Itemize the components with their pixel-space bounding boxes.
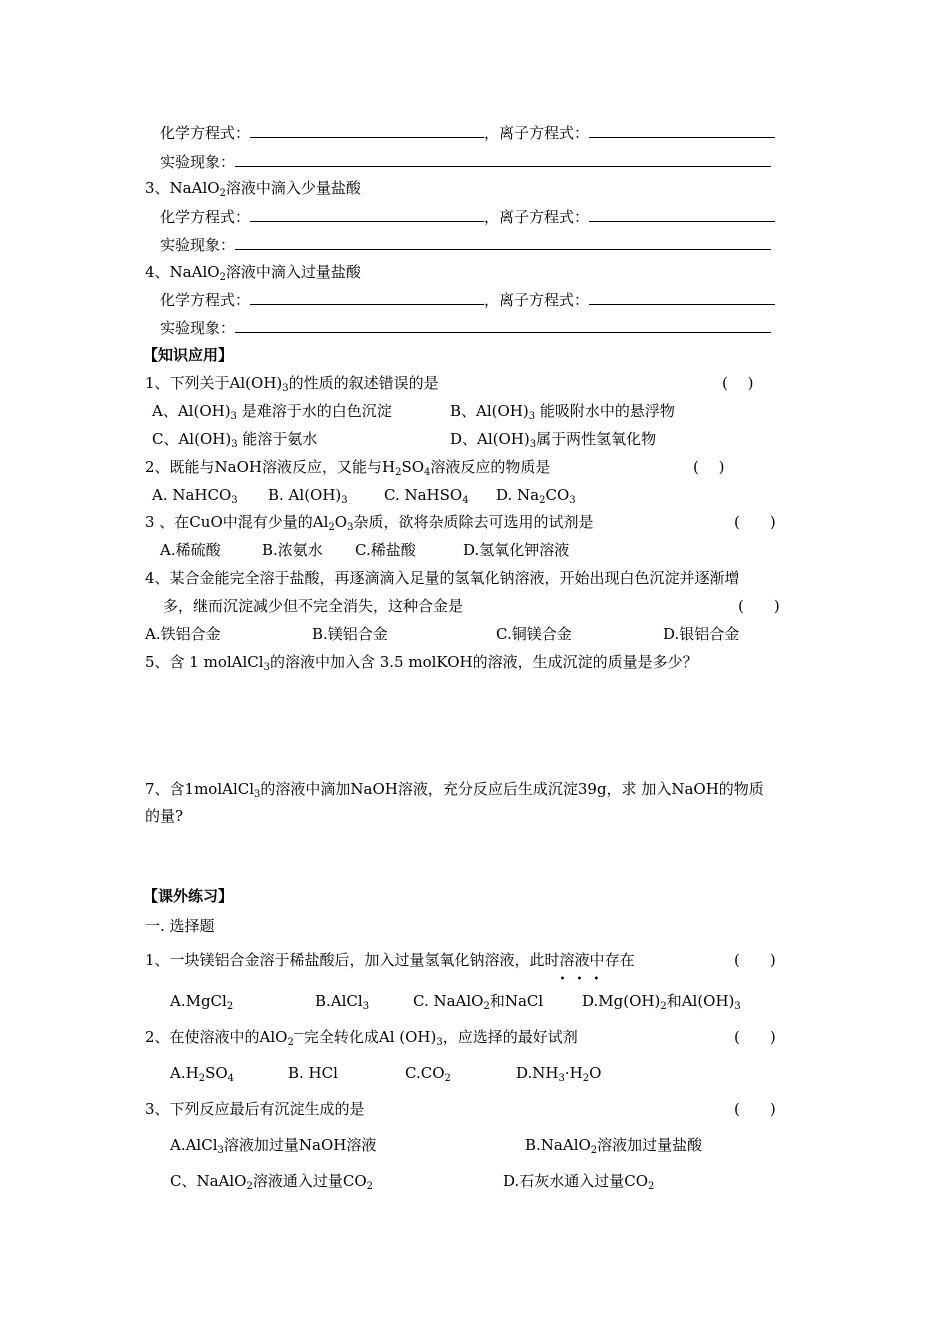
h-q3-option-d[interactable]: D.石灰水通入过量$CO_2$ xyxy=(503,1172,655,1192)
phenomenon-blank[interactable] xyxy=(235,151,771,167)
ion-eq-label: ，离子方程式： xyxy=(484,124,590,142)
k-q3-stem: 3 、在CuO中混有少量的$Al_2O_3$杂质，欲将杂质除去可选用的试剂是 xyxy=(145,513,594,533)
homework-header: 【课外练习】 xyxy=(143,887,234,905)
item-3-title: 3、NaAlO$_2$溶液中滴入少量盐酸 xyxy=(145,179,361,199)
dot-marks: ••• xyxy=(559,974,611,985)
chem-eq-blank[interactable] xyxy=(250,122,484,138)
h-q1-option-b[interactable]: B.AlCl$_3$ xyxy=(315,992,370,1012)
h-q2-stem: 2、在使溶液中的AlO$_2$—完全转化成Al $(OH)_3$，应选择的最好试剂 xyxy=(145,1028,578,1048)
k-q4-option-c[interactable]: C.铜镁合金 xyxy=(496,625,572,643)
h-q3-option-b[interactable]: B.NaAlO$_2$溶液加过量盐酸 xyxy=(525,1136,703,1156)
k-q2-stem: 2、既能与NaOH溶液反应，又能与$H_2SO_4$溶液反应的物质是 xyxy=(145,458,551,478)
phenomenon-label: 实验现象： xyxy=(160,236,236,254)
chem-eq-blank[interactable] xyxy=(250,289,484,305)
k-q1-option-b[interactable]: B、$Al(OH)_3$ 能吸附水中的悬浮物 xyxy=(450,402,675,422)
k-q4-stem-line1: 4、某合金能完全溶于盐酸，再逐滴滴入足量的氢氧化钠溶液，开始出现白色沉淀并逐渐增 xyxy=(145,569,740,587)
ion-eq-label: ，离子方程式： xyxy=(484,291,590,309)
item-4-title: 4、NaAlO$_2$溶液中滴入过量盐酸 xyxy=(145,263,361,283)
h-q3-option-a[interactable]: A.AlCl$_3$溶液加过量NaOH溶液 xyxy=(170,1136,377,1156)
h-q3-answer-paren[interactable]: ( ) xyxy=(734,1100,776,1118)
h-q2-option-b[interactable]: B. HCl xyxy=(288,1064,338,1082)
k-q7-stem-line1: 7、含1molAlCl$_3$的溶液中滴加NaOH溶液，充分反应后生成沉淀39g，求 加入NaOH的物质 xyxy=(145,780,764,800)
k-q1-option-d[interactable]: D、$Al(OH)_3$属于两性氢氧化物 xyxy=(450,430,657,450)
k-q5-stem: 5、含 1 molAlCl$_3$的溶液中加入含 3.5 molKOH的溶液，生成沉淀的质量是多少？ xyxy=(145,653,698,673)
h-q1-option-c[interactable]: C. NaAlO$_2$和NaCl xyxy=(413,992,544,1012)
k-q4-option-d[interactable]: D.银铝合金 xyxy=(663,625,740,643)
h-q3-stem: 3、下列反应最后有沉淀生成的是 xyxy=(145,1100,365,1118)
h-q1-stem: 1、一块镁铝合金溶于稀盐酸后，加入过量氢氧化钠溶液，此时溶液中 ••• 存在 xyxy=(145,950,635,970)
phenomenon-row-2 xyxy=(160,234,771,255)
ion-eq-blank[interactable] xyxy=(589,289,775,305)
k-q4-stem-line2: 多，继而沉淀减少但不完全消失，这种合金是 xyxy=(163,597,464,615)
chem-eq-blank[interactable] xyxy=(250,206,484,222)
k-q2-option-d[interactable]: D. $Na_2CO_3$ xyxy=(496,486,576,506)
k-q3-option-c[interactable]: C.稀盐酸 xyxy=(355,541,416,559)
k-q2-option-c[interactable]: C. NaHSO$_4$ xyxy=(384,486,469,506)
k-q3-answer-paren[interactable]: ( ) xyxy=(734,513,776,531)
phenomenon-row-3 xyxy=(160,317,771,338)
h-q1-option-d[interactable]: $D.Mg(OH)_2$和$Al(OH)_3$ xyxy=(582,992,741,1012)
chem-eq-row-1 xyxy=(160,122,775,143)
k-q2-answer-paren[interactable]: ( ) xyxy=(693,458,725,476)
emphasis-dots: 溶液中 ••• xyxy=(560,951,605,969)
chem-eq-label: 化学方程式： xyxy=(160,291,251,309)
ion-eq-label: ，离子方程式： xyxy=(484,208,590,226)
phenomenon-row-1 xyxy=(160,151,771,172)
k-q1-answer-paren[interactable]: ( ) xyxy=(722,374,754,392)
h-q2-option-a[interactable]: $A.H_2SO_4$ xyxy=(170,1064,235,1084)
phenomenon-label: 实验现象： xyxy=(160,153,236,171)
h-q3-option-c[interactable]: C、NaAlO$_2$溶液通入过量$CO_2$ xyxy=(170,1172,374,1192)
k-q1-option-a[interactable]: A、$Al(OH)_3$ 是难溶于水的白色沉淀 xyxy=(152,402,392,422)
phenomenon-blank[interactable] xyxy=(235,317,771,333)
k-q4-option-b[interactable]: B.镁铝合金 xyxy=(312,625,388,643)
chem-eq-row-3 xyxy=(160,289,775,310)
k-q1-stem: 1、下列关于$Al(OH)_3$的性质的叙述错误的是 xyxy=(145,374,439,394)
h-q2-option-c[interactable]: $C.CO_2$ xyxy=(405,1064,451,1084)
k-q3-option-a[interactable]: A.稀硫酸 xyxy=(160,541,221,559)
ion-eq-blank[interactable] xyxy=(589,122,775,138)
k-q3-option-d[interactable]: D.氢氧化钾溶液 xyxy=(463,541,570,559)
chem-eq-row-2 xyxy=(160,206,775,227)
h-q2-answer-paren[interactable]: ( ) xyxy=(734,1028,776,1046)
homework-section-title: 一. 选择题 xyxy=(145,917,215,935)
chem-eq-label: 化学方程式： xyxy=(160,124,251,142)
k-q1-option-c[interactable]: C、$Al(OH)_3$ 能溶于氨水 xyxy=(152,430,318,450)
k-q4-answer-paren[interactable]: ( ) xyxy=(738,597,780,615)
k-q2-option-b[interactable]: B. $Al(OH)_3$ xyxy=(268,486,348,506)
knowledge-header: 【知识应用】 xyxy=(143,346,234,364)
k-q2-option-a[interactable]: A. NaHCO$_3$ xyxy=(152,486,238,506)
k-q3-option-b[interactable]: B.浓氨水 xyxy=(262,541,323,559)
h-q1-option-a[interactable]: A.MgCl$_2$ xyxy=(170,992,234,1012)
k-q7-stem-line2: 的量? xyxy=(145,807,184,825)
ion-eq-blank[interactable] xyxy=(589,206,775,222)
chem-eq-label: 化学方程式： xyxy=(160,208,251,226)
h-q2-option-d[interactable]: $D.NH_3\cdot H_2O$ xyxy=(516,1064,602,1084)
k-q4-option-a[interactable]: A.铁铝合金 xyxy=(145,625,221,643)
h-q1-answer-paren[interactable]: ( ) xyxy=(734,951,776,969)
phenomenon-label: 实验现象： xyxy=(160,319,236,337)
phenomenon-blank[interactable] xyxy=(235,234,771,250)
